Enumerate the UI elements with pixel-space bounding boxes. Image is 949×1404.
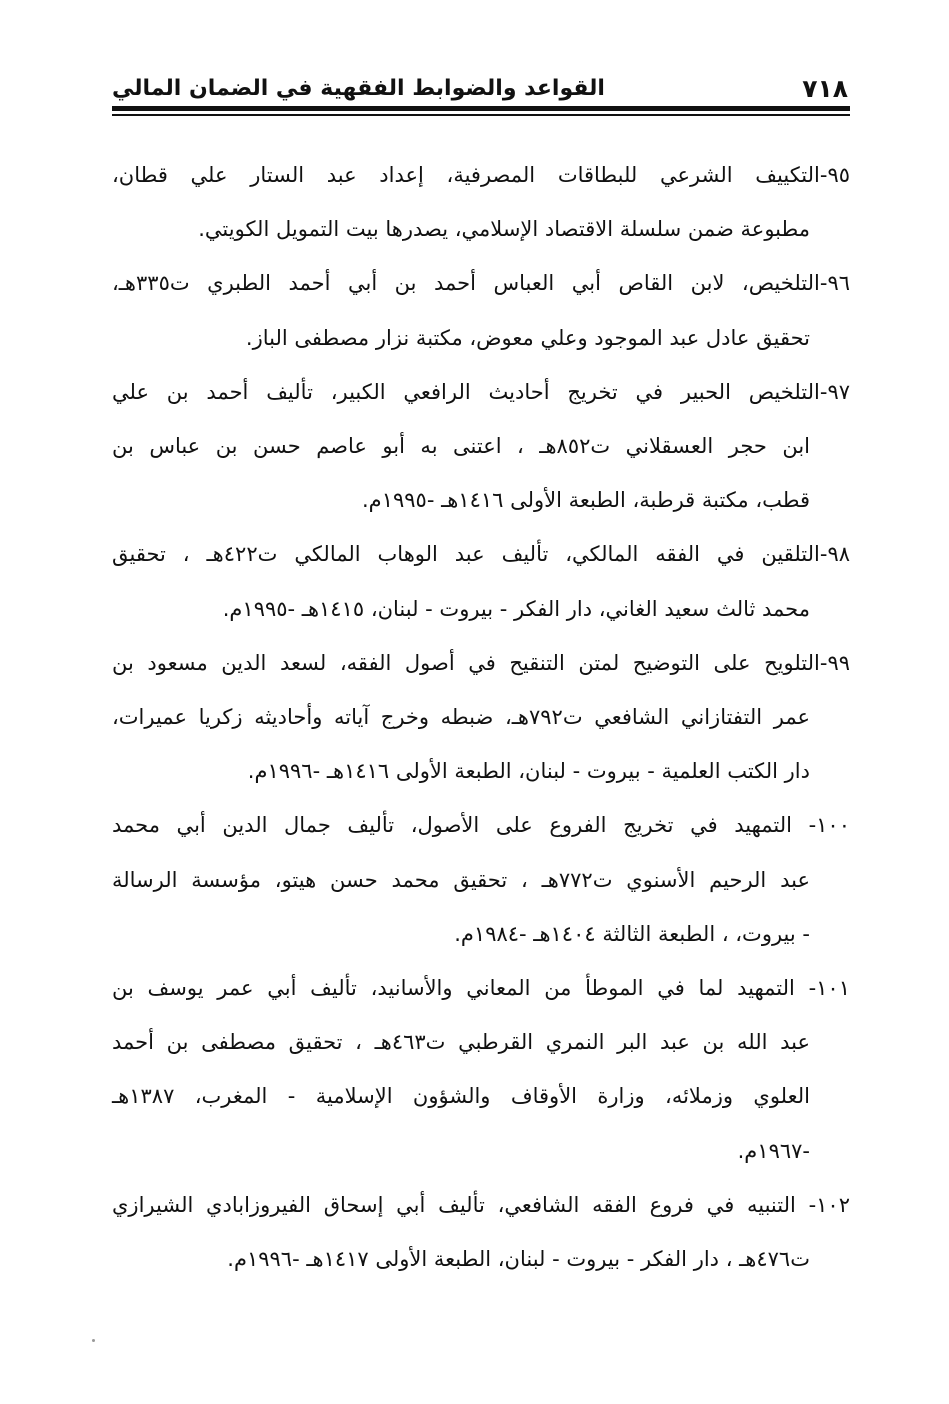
entry-line: ١٠١- التمهيد لما في الموطأ من المعاني والأسانيد، تأليف أبي عمر يوسف بن [112, 976, 850, 1001]
entry-line: ٩٥-التكييف الشرعي للبطاقات المصرفية، إعداد عبد الستار علي قطان، [112, 163, 850, 187]
header-rule-thick [112, 106, 850, 111]
bibliography-entry [112, 148, 850, 256]
entry-line: ت٤٧٦هـ ، دار الفكر - بيروت - لبنان، الطبعة الأولى ١٤١٧هـ -١٩٩٦م. [227, 1247, 810, 1272]
bibliography-entry [112, 365, 850, 528]
bibliography-entry [112, 798, 850, 961]
bibliography-list [112, 148, 850, 1286]
entry-line: - بيروت، ، الطبعة الثالثة ١٤٠٤هـ -١٩٨٤م. [454, 921, 810, 946]
entry-line: ٩٦-التلخيص، لابن القاص أبي العباس أحمد بن أبي أحمد الطبري ت٣٣٥هـ، [112, 271, 850, 296]
entry-line: قطب، مكتبة قرطبة، الطبعة الأولى ١٤١٦هـ -١٩٩٥م. [362, 488, 810, 513]
entry-line: ٩٨-التلقين في الفقه المالكي، تأليف عبد الوهاب المالكي ت٤٢٢هـ ، تحقيق [112, 542, 851, 567]
bibliography-entry [112, 1178, 850, 1286]
entry-line: عبد الرحيم الأسنوي ت٧٧٢هـ ، تحقيق محمد حسن هيتو، مؤسسة الرسالة [112, 867, 810, 892]
bibliography-entry [112, 527, 850, 635]
header-rule-thin [112, 114, 850, 116]
entry-line: ٩٩-التلويح على التوضيح لمتن التنقيح في أصول الفقه، لسعد الدين مسعود بن [112, 650, 850, 675]
entry-line: -١٩٦٧م. [737, 1138, 810, 1163]
entry-line: ١٠٢- التنبيه في فروع الفقه الشافعي، تأليف أبي إسحاق الفيروزابادي الشيرازي [112, 1192, 850, 1217]
scan-speck [92, 1339, 95, 1342]
entry-line: العلوي وزملائه، وزارة الأوقاف والشؤون الإسلامية - المغرب، ١٣٨٧هـ [112, 1084, 810, 1109]
entry-line: دار الكتب العلمية - بيروت - لبنان، الطبعة الأولى ١٤١٦هـ -١٩٩٦م. [247, 759, 810, 784]
bibliography-entry [112, 961, 850, 1178]
running-title: القواعد والضوابط الفقهية في الضمان المالي [112, 76, 605, 101]
entry-line: ١٠٠- التمهيد في تخريج الفروع على الأصول، تأليف جمال الدين أبي محمد [112, 813, 850, 838]
entry-line: عمر التفتازاني الشافعي ت٧٩٢هـ، ضبطه وخرج آياته وأحاديثه زكريا عميرات، [112, 705, 811, 730]
bibliography-entry [112, 636, 850, 799]
entry-line: تحقيق عادل عبد الموجود وعلي معوض، مكتبة نزار مصطفى الباز. [245, 325, 810, 350]
page-number: ٧١٨ [802, 74, 848, 103]
bibliography-entry [112, 256, 850, 364]
entry-line: محمد ثالث سعيد الغاني، دار الفكر - بيروت - لبنان، ١٤١٥هـ -١٩٩٥م. [222, 596, 810, 621]
entry-line: عبد الله بن عبد البر النمري القرطبي ت٤٦٣هـ ، تحقيق مصطفى بن أحمد [112, 1030, 810, 1055]
entry-line: مطبوعة ضمن سلسلة الاقتصاد الإسلامي، يصدرها بيت التمويل الكويتي. [198, 217, 810, 242]
entry-line: ابن حجر العسقلاني ت٨٥٢هـ ، اعتنى به أبو عاصم حسن بن عباس بن [112, 434, 810, 459]
entry-line: ٩٧-التلخيص الحبير في تخريج أحاديث الرافعي الكبير، تأليف أحمد بن علي [112, 379, 850, 404]
page-header [112, 70, 848, 104]
